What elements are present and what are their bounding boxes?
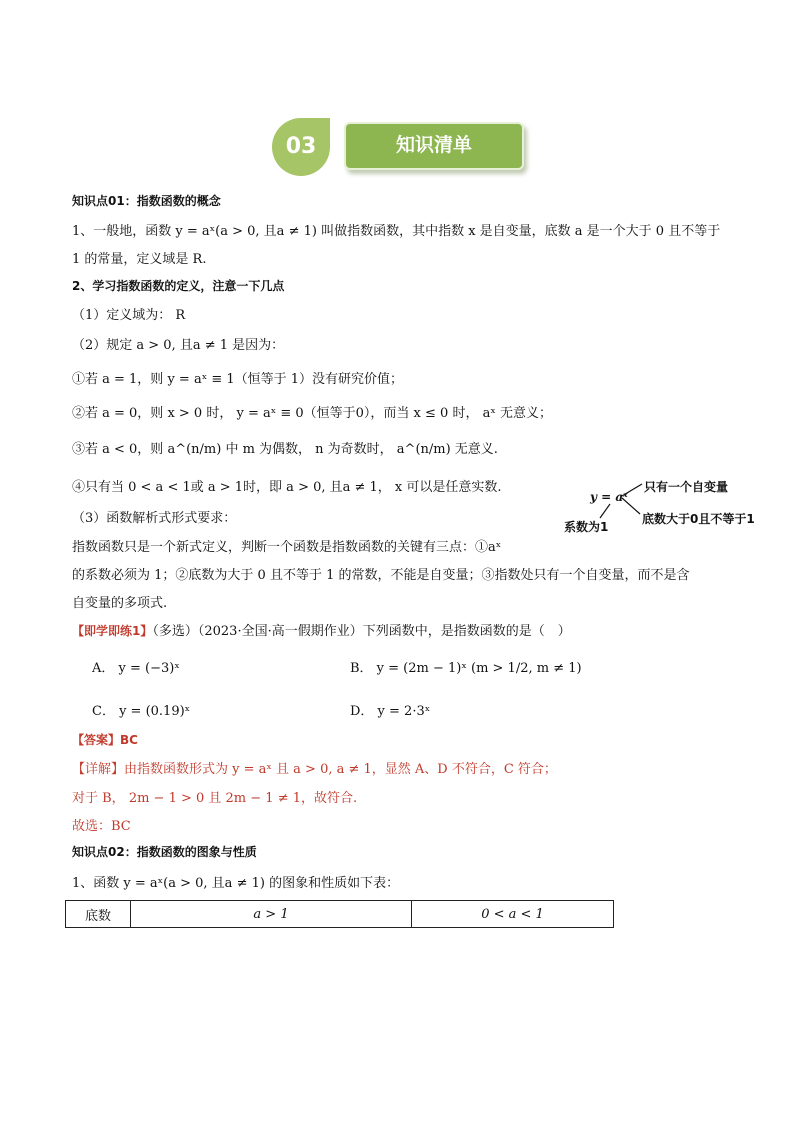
kp1-para6b: 的系数必须为 1；②底数为大于 0 且不等于 1 的常数，不能是自变量；③指数处只有一个自变量，而不是含 [72,568,690,583]
kp1-case1: ①若 a = 1，则 y = aˣ ≡ 1（恒等于 1）没有研究价值； [72,372,404,387]
option-c: C． y = (0.19)ˣ [92,704,191,719]
kp1-case2: ②若 a = 0，则 x > 0 时， y = aˣ ≡ 0（恒等于0），而当 x ≤ 0 时， aˣ 无意义； [72,406,552,421]
properties-table [65,900,614,928]
practice-question: （多选）（2023·全国·高一假期作业）下列函数中，是指数函数的是（ ） [152,624,571,639]
section-title: 知识清单 [395,134,472,156]
kp1-para4: （2）规定 a > 0, 且a ≠ 1 是因为： [72,338,285,353]
diagram-label-coefficient: 系数为1 [564,520,609,534]
table-header-base: 底数 [66,901,131,928]
exponential-form-diagram [560,474,780,536]
practice-tag: 【即学即练1】 [72,624,153,638]
detail-line1: 【详解】由指数函数形式为 y = aˣ 且 a > 0, a ≠ 1，显然 A、D 不符合，C 符合； [72,762,557,777]
diagram-label-single-variable: 只有一个自变量 [644,480,729,494]
kp1-title: 知识点01：指数函数的概念 [72,194,221,208]
kp1-case4: ④只有当 0 < a < 1或 a > 1时，即 a > 0, 且a ≠ 1， x 可以是任意实数. [72,480,502,495]
option-a: A． y = (−3)ˣ [92,661,180,676]
kp1-para2: 2、学习指数函数的定义，注意一下几点 [72,279,285,293]
answer: 【答案】BC [72,733,138,747]
option-d: D． y = 2·3ˣ [350,704,431,719]
kp1-case3: ③若 a < 0，则 a^(n/m) 中 m 为偶数， n 为奇数时， a^(n/m) 无意义. [72,442,498,457]
kp1-para6: 指数函数只是一个新式定义，判断一个函数是指数函数的关键有三点：①aˣ [72,540,502,555]
detail-line3: 故选：BC [72,819,131,834]
table-header-a-between: 0 < a < 1 [412,901,614,928]
kp2-para1: 1、函数 y = aˣ(a > 0, 且a ≠ 1) 的图象和性质如下表： [72,876,400,891]
table-header-a-gt-1: a > 1 [131,901,412,928]
kp1-para1b: 1 的常量，定义域是 R. [72,252,207,267]
kp1-para3: （1）定义域为： R [72,308,186,323]
section-number: 03 [285,134,317,159]
table-row [66,901,614,928]
detail-line2: 对于 B， 2m − 1 > 0 且 2m − 1 ≠ 1，故符合. [72,791,358,806]
kp1-para5: （3）函数解析式形式要求： [72,511,237,526]
diagram-formula: y = aˣ [590,490,628,504]
kp1-para6c: 自变量的多项式. [72,596,168,611]
kp1-para1: 1、一般地，函数 y = aˣ(a > 0, 且a ≠ 1) 叫做指数函数，其中指数 x 是自变量，底数 a 是一个大于 0 且不等于 [72,224,721,239]
kp2-title: 知识点02：指数函数的图象与性质 [72,845,257,859]
option-b: B． y = (2m − 1)ˣ (m > 1/2, m ≠ 1) [350,661,582,676]
diagram-label-base: 底数大于0且不等于1 [642,512,755,526]
